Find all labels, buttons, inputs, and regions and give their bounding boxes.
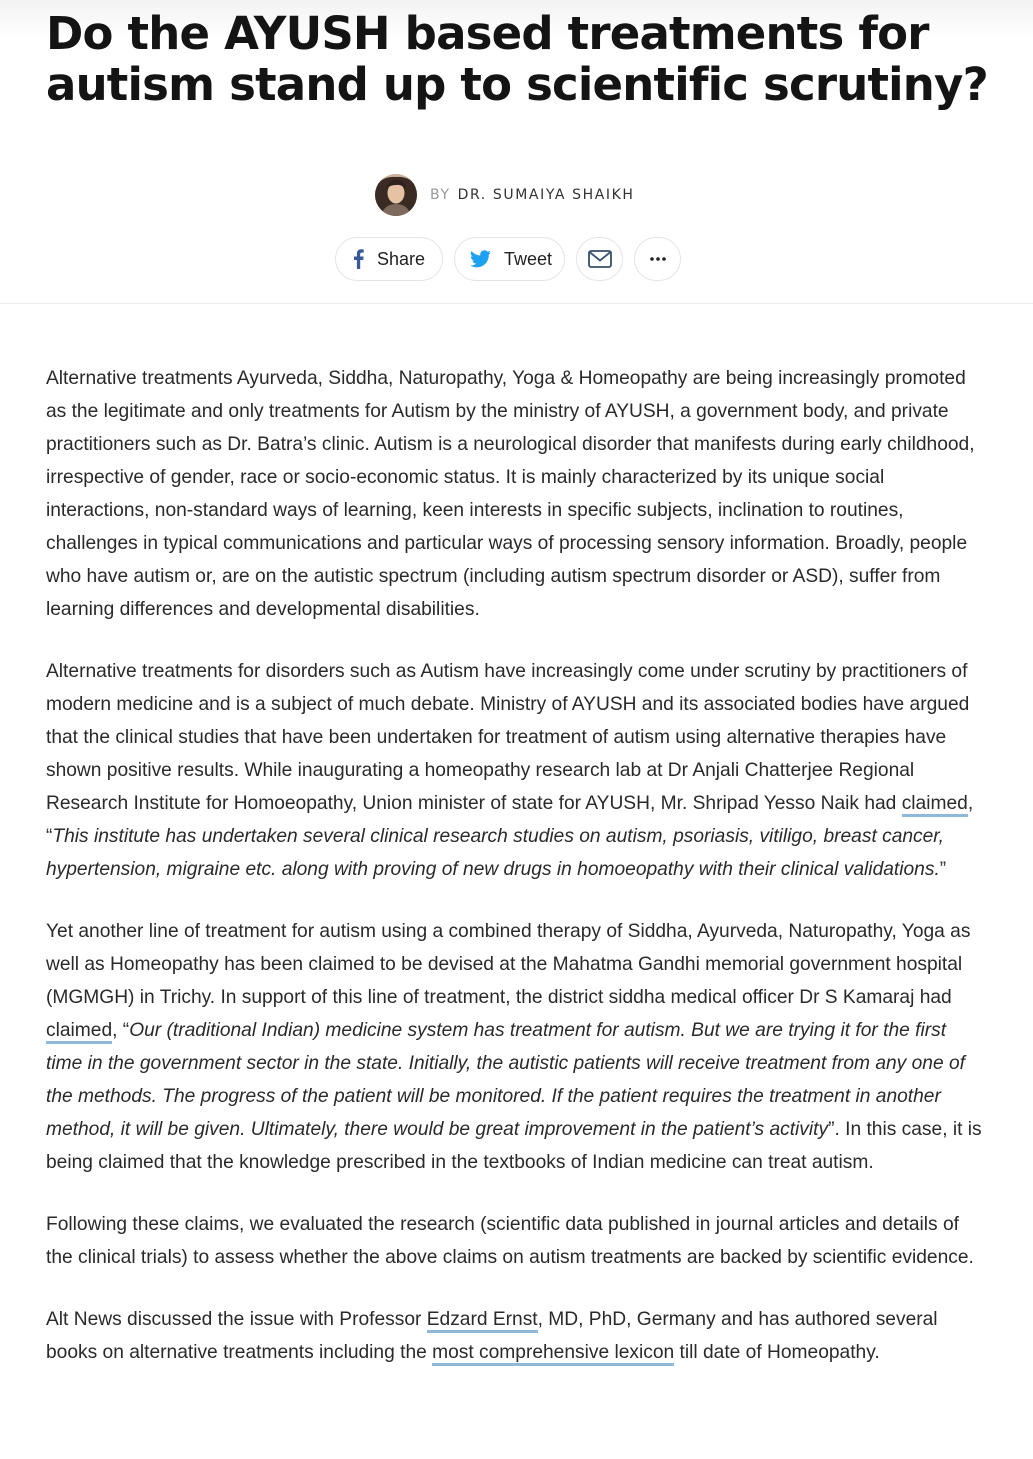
quote-open: , “	[46, 793, 974, 847]
facebook-share-button[interactable]	[335, 237, 443, 281]
paragraph-5-middle: , MD, PhD, Germany and has authored several books on alternative treatments including the	[46, 1309, 938, 1363]
quote-close: ”	[939, 859, 947, 880]
paragraph-3-end: ”. In this case, it is being claimed that the knowledge prescribed in the textbooks of Indian medicine can treat autism.	[46, 1119, 982, 1173]
email-share-button[interactable]	[576, 237, 623, 281]
more-share-button[interactable]	[634, 237, 681, 281]
officer-quote: Our (traditional Indian) medicine system has treatment for autism. But we are trying it for the first time in the government sector in the state. Initially, the autistic patients will receive treatment from any one of the methods. The progress of the patient will be monitored. If the patient requires the treatment in another method, it will be given. Ultimately, there would be great improvement in the patient’s activity	[46, 1020, 965, 1140]
quote-open: , “	[112, 1020, 130, 1041]
article-title: Do the AYUSH based treatments for autism stand up to scientific scrutiny?	[46, 7, 988, 111]
share-bar	[335, 237, 681, 283]
facebook-share-label: Share	[377, 248, 426, 269]
lexicon-link[interactable]: most comprehensive lexicon	[432, 1342, 674, 1366]
author-avatar[interactable]	[375, 174, 417, 216]
tweet-button[interactable]	[454, 237, 565, 281]
mail-icon	[588, 250, 612, 268]
edzard-ernst-link[interactable]: Edzard Ernst	[427, 1309, 538, 1333]
paragraph-1: Alternative treatments Ayurveda, Siddha, Naturopathy, Yoga & Homeopathy are being increasingly promoted as the legitimate and only treatments for Autism by the ministry of AYUSH, a government body, and private practitioners such as Dr. Batra’s clinic. Autism is a neurological disorder that manifests during early childhood, irrespective of gender, race or socio-economic status. It is mainly characterized by its unique social interactions, non-standard ways of learning, keen interests in specific subjects, inclination to routines, challenges in typical communications and particular ways of processing sensory information. Broadly, people who have autism or, are on the autistic spectrum (including autism spectrum disorder or ASD), suffer from learning differences and developmental disabilities.	[46, 368, 975, 620]
paragraph-5-text: Alt News discussed the issue with Professor	[46, 1309, 427, 1330]
paragraph-5	[46, 1303, 986, 1369]
paragraph-3	[46, 915, 986, 1179]
paragraph-2-text: Alternative treatments for disorders such as Autism have increasingly come under scrutiny by practitioners of modern medicine and is a subject of much debate. Ministry of AYUSH and its associated bodies have argued that the clinical studies that have been undertaken for treatment of autism using alternative therapies have shown positive results. While inaugurating a homeopathy research lab at Dr Anjali Chatterjee Regional Research Institute for Homoeopathy, Union minister of state for AYUSH, Mr. Shripad Yesso Naik had	[46, 661, 970, 814]
claimed-link-1[interactable]: claimed	[902, 793, 968, 817]
article-header	[0, 0, 1033, 304]
more-dots-icon	[650, 257, 666, 261]
byline	[375, 174, 635, 216]
paragraph-4: Following these claims, we evaluated the research (scientific data published in journal articles and details of the clinical trials) to assess whether the above claims on autism treatments are backed by scientific evidence.	[46, 1214, 974, 1268]
paragraph-2	[46, 655, 986, 886]
facebook-icon	[353, 249, 364, 269]
byline-prefix: BY	[430, 187, 451, 203]
twitter-icon	[470, 250, 491, 268]
paragraph-3-text: Yet another line of treatment for autism using a combined therapy of Siddha, Ayurveda, Naturopathy, Yoga as well as Homeopathy has been claimed to be devised at the Mahatma Gandhi memorial government hospital (MGMGH) in Trichy. In support of this line of treatment, the district siddha medical officer Dr S Kamaraj had	[46, 921, 971, 1008]
article-body	[46, 362, 986, 1398]
minister-quote: This institute has undertaken several clinical research studies on autism, psoriasis, vitiligo, breast cancer, hypertension, migraine etc. along with proving of new drugs in homoeopathy with their clinical validations.	[46, 826, 944, 880]
claimed-link-2[interactable]: claimed	[46, 1020, 112, 1044]
tweet-label: Tweet	[504, 248, 553, 269]
paragraph-5-end: till date of Homeopathy.	[674, 1342, 880, 1363]
author-name[interactable]: DR. SUMAIYA SHAIKH	[457, 187, 635, 203]
